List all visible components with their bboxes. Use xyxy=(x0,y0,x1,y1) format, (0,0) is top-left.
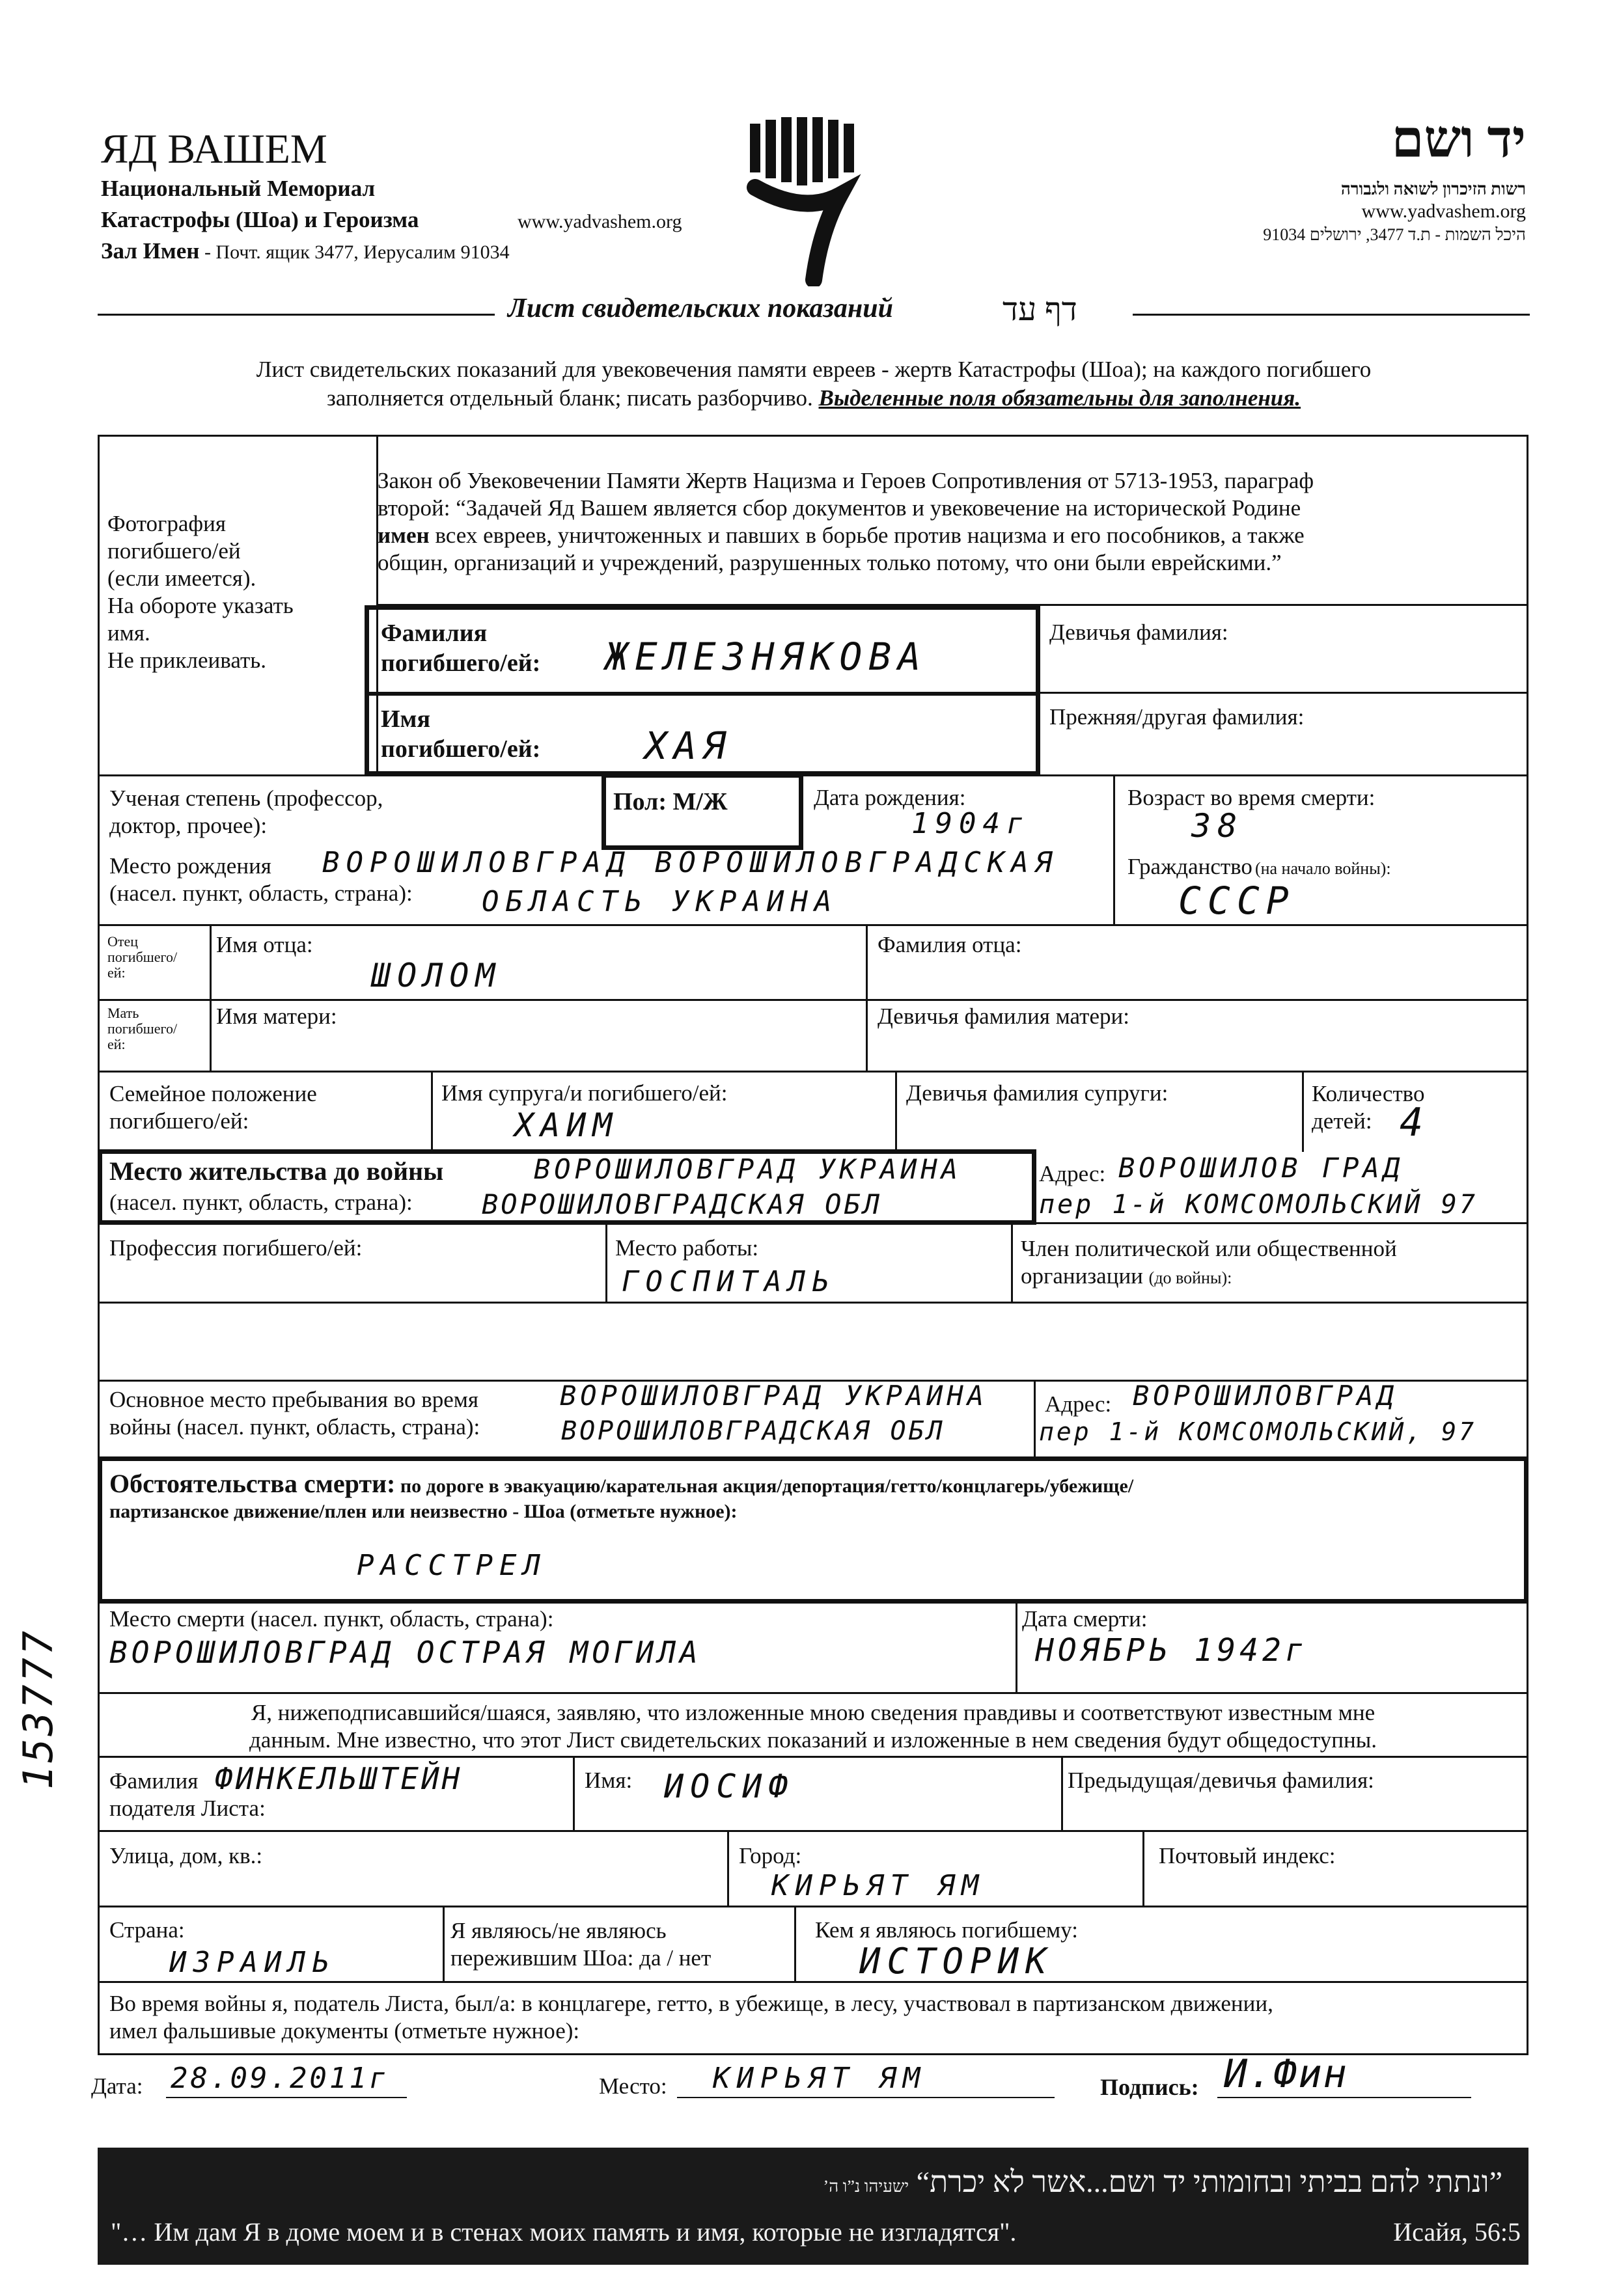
wartime-label-1: Основное место пребывания во время xyxy=(109,1387,479,1412)
membership-label-1: Член политической или общественной xyxy=(1021,1236,1397,1261)
family-status-label-1: Семейное положение xyxy=(109,1081,317,1106)
death-date-label: Дата смерти: xyxy=(1022,1606,1148,1632)
city-label: Город: xyxy=(739,1843,802,1868)
father-name-label: Имя отца: xyxy=(216,932,313,957)
declaration-line1: Я, нижеподписавшийся/шаяся, заявляю, что изложенные мною сведения правдивы и соответствуют известным мне xyxy=(251,1700,1376,1725)
place-value[interactable]: КИРЬЯТ ЯМ xyxy=(713,2062,927,2095)
profession-label: Профессия погибшего/ей: xyxy=(109,1235,363,1261)
citizenship-value[interactable]: СССР xyxy=(1178,879,1295,923)
date-value[interactable]: 28.09.2011г xyxy=(171,2062,389,2095)
signature-value[interactable]: И.Фин xyxy=(1224,2051,1348,2097)
hall-postal: - Почт. ящик 3477, Иерусалим 91034 xyxy=(199,241,510,263)
residence-value-1[interactable]: ВОРОШИЛОВГРАД УКРАИНА xyxy=(534,1153,962,1185)
photo-text-5: имя. xyxy=(107,620,150,646)
age-value[interactable]: 38 xyxy=(1191,807,1244,845)
photo-text-6: Не приклеивать. xyxy=(107,648,266,673)
photo-text-1: Фотография xyxy=(107,511,226,536)
father-side-2: погибшего/ xyxy=(107,949,178,965)
footer-ru-quote: "… Им дам Я в доме моем и в стенах моих память и имя, которые не изгладятся". xyxy=(111,2217,1017,2247)
form-title-he: דף עד xyxy=(1002,291,1077,327)
photo-text-3: (если имеется). xyxy=(107,566,256,591)
victim-name-label xyxy=(381,704,540,764)
yad-vashem-logo-icon xyxy=(742,117,866,286)
mother-side-1: Мать xyxy=(107,1005,139,1021)
law-text xyxy=(378,467,1314,577)
survivor-label xyxy=(450,1917,711,1972)
street-label: Улица, дом, кв.: xyxy=(109,1843,263,1868)
intro-line1: Лист свидетельских показаний для увековечения памяти евреев - жертв Катастрофы (Шоа); на каждого погибшего xyxy=(256,357,1372,382)
website-left: www.yadvashem.org xyxy=(518,211,682,232)
mother-maiden-label: Девичья фамилия матери: xyxy=(878,1004,1129,1029)
submitter-surname-value[interactable]: ФИНКЕЛЬШТЕЙН xyxy=(215,1761,463,1796)
children-value[interactable]: 4 xyxy=(1400,1100,1430,1145)
submitter-wartime-label xyxy=(109,1990,1273,2045)
he-line1: רשות הזיכרון לשואה ולגבורה xyxy=(1340,180,1526,198)
hall-name: Зал Имен xyxy=(101,238,200,264)
country-label: Страна: xyxy=(109,1917,185,1943)
wartime-address-label: Адрес: xyxy=(1045,1391,1112,1417)
photo-text-4: На обороте указать xyxy=(107,593,294,618)
form-title: Лист свидетельских показаний xyxy=(508,294,893,323)
citizenship-label xyxy=(1127,854,1391,880)
law-line1: Закон об Увековечении Памяти Жертв Нацизма и Героев Сопротивления от 5713-1953, параграф xyxy=(378,468,1314,493)
death-circ-options-2: партизанское движение/плен или неизвестно - Шоа (отметьте нужное): xyxy=(109,1501,738,1522)
father-surname-label: Фамилия отца: xyxy=(878,932,1022,957)
wartime-label xyxy=(109,1386,480,1441)
mother-side-3: ей: xyxy=(107,1036,126,1052)
residence-value-2[interactable]: ВОРОШИЛОВГРАДСКАЯ ОБЛ xyxy=(482,1188,883,1220)
survivor-label-1: Я являюсь/не являюсь xyxy=(450,1918,667,1943)
father-side-1: Отец xyxy=(107,933,139,950)
declaration-line2: данным. Мне известно, что этот Лист свидетельских показаний и изложенные в нем сведения будут общедоступны. xyxy=(249,1727,1377,1753)
workplace-label: Место работы: xyxy=(615,1235,759,1261)
law-line4: общин, организаций и учреждений, разрушенных только потому, что они были еврейскими.” xyxy=(378,550,1282,575)
org-line1: Национальный Мемориал xyxy=(101,176,376,201)
death-date-value[interactable]: НОЯБРЬ 1942г xyxy=(1035,1632,1308,1669)
city-value[interactable]: КИРЬЯТ ЯМ xyxy=(771,1869,986,1902)
birthplace-label-1: Место рождения xyxy=(109,853,271,879)
spouse-maiden-label: Девичья фамилия супруги: xyxy=(906,1080,1168,1106)
death-circ-label-row xyxy=(109,1468,1133,1499)
victim-surname-label xyxy=(381,618,540,678)
law-line2: второй: “Задачей Яд Вашем является сбор документов и увековечение на исторической Родине xyxy=(378,495,1301,521)
archive-number: 153777 xyxy=(14,1628,62,1790)
birthplace-value-2[interactable]: ОБЛАСТЬ УКРАИНА xyxy=(482,885,838,918)
death-circ-label: Обстоятельства смерти: xyxy=(109,1469,396,1498)
signature-label: Подпись: xyxy=(1100,2074,1199,2100)
membership-note: (до войны): xyxy=(1148,1268,1232,1287)
he-line3: היכל השמות - ת.ד 3477, ירושלים 91034 xyxy=(1263,225,1526,244)
victim-name-label-1: Имя xyxy=(381,705,430,733)
death-circ-options-1: по дороге в эвакуацию/карательная акция/депортация/гетто/концлагерь/убежище/ xyxy=(395,1475,1134,1497)
residence-label: Место жительства до войны xyxy=(109,1156,444,1186)
footer-he-quote-text: ”ונתתי להם בביתי ובחומותי יד ושם...אשר לא יכרת“ xyxy=(916,2165,1502,2198)
relation-value[interactable]: ИСТОРИК xyxy=(859,1941,1053,1982)
place-label: Место: xyxy=(599,2073,667,2099)
membership-label xyxy=(1021,1235,1397,1292)
hall-address xyxy=(101,238,510,264)
victim-surname-label-2: погибшего/ей: xyxy=(381,649,541,677)
father-name-value[interactable]: ШОЛОМ xyxy=(371,957,502,994)
submitter-wartime-label-2: имел фальшивые документы (отметьте нужное): xyxy=(109,2018,580,2043)
father-side-label xyxy=(107,934,177,981)
org-name-he: יד ושם xyxy=(1391,111,1526,169)
victim-prev-surname-label: Прежняя/другая фамилия: xyxy=(1049,704,1305,730)
spouse-value[interactable]: ХАИМ xyxy=(514,1106,619,1144)
submitter-surname-label-1: Фамилия xyxy=(109,1768,199,1794)
law-line3: всех евреев, уничтоженных и павших в борьбе против нацизма и его пособников, а также xyxy=(429,523,1305,548)
birthplace-value-1[interactable]: ВОРОШИЛОВГРАД ВОРОШИЛОВГРАДСКАЯ xyxy=(322,846,1059,879)
residence-address-value-1[interactable]: ВОРОШИЛОВ ГРАД xyxy=(1118,1152,1404,1184)
wartime-address-value-2[interactable]: пер 1-й КОМСОМОЛЬСКИЙ, 97 xyxy=(1039,1417,1476,1446)
death-place-label: Место смерти (насел. пункт, область, страна): xyxy=(109,1606,554,1632)
photo-instructions xyxy=(107,510,368,674)
spouse-label: Имя супруга/и погибшего/ей: xyxy=(441,1080,728,1106)
footer-he-quote xyxy=(823,2165,1502,2199)
survivor-label-2[interactable]: пережившим Шоа: да / нет xyxy=(450,1945,712,1971)
children-label-2: детей: xyxy=(1312,1108,1372,1134)
date-label: Дата: xyxy=(91,2073,143,2099)
submitter-surname-label-2: подателя Листа: xyxy=(109,1796,266,1821)
relation-label: Кем я являюсь погибшему: xyxy=(815,1917,1078,1943)
mother-side-2: погибшего/ xyxy=(107,1020,178,1037)
residence-address-value-2[interactable]: пер 1-й КОМСОМОЛЬСКИЙ 97 xyxy=(1039,1190,1478,1220)
family-status-label-2: погибшего/ей: xyxy=(109,1108,249,1134)
org-name-ru: ЯД ВАШЕМ xyxy=(101,126,327,172)
degree-label xyxy=(109,785,383,840)
footer-banner xyxy=(98,2148,1528,2265)
victim-maiden-label: Девичья фамилия: xyxy=(1049,620,1228,645)
victim-surname-label-1: Фамилия xyxy=(381,620,488,647)
mother-name-label: Имя матери: xyxy=(216,1004,337,1029)
submitter-name-label: Имя: xyxy=(585,1768,633,1793)
membership-label-2: организации xyxy=(1021,1263,1143,1289)
victim-name-value[interactable]: ХАЯ xyxy=(644,724,732,768)
family-status-label xyxy=(109,1080,317,1135)
footer-he-ref: ישעיהו נ”ו ה’ xyxy=(823,2177,909,2196)
residence-address-label: Адрес: xyxy=(1039,1161,1106,1186)
submitter-name-value[interactable]: ИОСИФ xyxy=(664,1768,795,1805)
wartime-label-2: войны (насел. пункт, область, страна): xyxy=(109,1414,480,1440)
wartime-address-value-1[interactable]: ВОРОШИЛОВГРАД xyxy=(1133,1380,1398,1412)
intro-line2-start: заполняется отдельный бланк; писать разборчиво. xyxy=(326,385,819,411)
victim-name-label-2: погибшего/ей: xyxy=(381,735,541,763)
law-line3-bold: имен xyxy=(378,523,430,548)
sex-label[interactable]: Пол: М/Ж xyxy=(613,788,728,815)
residence-sublabel: (насел. пункт, область, страна): xyxy=(109,1190,413,1215)
footer-ru-ref: Исайя, 56:5 xyxy=(1393,2217,1521,2247)
intro-mandatory-note: Выделенные поля обязательны для заполнения. xyxy=(818,385,1301,411)
photo-text-2: погибшего/ей xyxy=(107,538,241,564)
citizenship-label-main: Гражданство xyxy=(1127,854,1252,879)
mother-side-label xyxy=(107,1005,177,1052)
father-side-3: ей: xyxy=(107,964,126,981)
zip-label: Почтовый индекс: xyxy=(1159,1843,1336,1868)
birthplace-label-2: (насел. пункт, область, страна): xyxy=(109,881,413,906)
degree-label-2: доктор, прочее): xyxy=(109,813,268,838)
website-right: www.yadvashem.org xyxy=(1361,200,1526,222)
victim-surname-value[interactable]: ЖЕЛЕЗНЯКОВА xyxy=(605,635,928,679)
wartime-value-2[interactable]: ВОРОШИЛОВГРАДСКАЯ ОБЛ xyxy=(561,1416,945,1446)
death-place-value[interactable]: ВОРОШИЛОВГРАД ОСТРАЯ МОГИЛА xyxy=(109,1635,702,1670)
age-label: Возраст во время смерти: xyxy=(1127,785,1376,810)
org-line2: Катастрофы (Шоа) и Героизма xyxy=(101,207,419,232)
death-circ-value[interactable]: РАССТРЕЛ xyxy=(357,1549,547,1582)
wartime-value-1[interactable]: ВОРОШИЛОВГРАД УКРАИНА xyxy=(560,1380,988,1412)
dob-value[interactable]: 1904г xyxy=(911,807,1030,840)
country-value[interactable]: ИЗРАИЛЬ xyxy=(169,1946,336,1979)
intro-line2 xyxy=(98,385,1530,411)
workplace-value[interactable]: ГОСПИТАЛЬ xyxy=(622,1265,836,1298)
degree-label-1: Ученая степень (профессор, xyxy=(109,786,383,811)
dob-label: Дата рождения: xyxy=(814,785,966,810)
children-label-1: Количество xyxy=(1312,1081,1425,1106)
citizenship-note: (на начало войны): xyxy=(1254,859,1391,878)
submitter-prev-label: Предыдущая/девичья фамилия: xyxy=(1068,1768,1374,1793)
submitter-wartime-label-1: Во время войны я, податель Листа, был/а: в концлагере, гетто, в убежище, в лесу, участвовал в партизанском движении, xyxy=(109,1991,1273,2016)
